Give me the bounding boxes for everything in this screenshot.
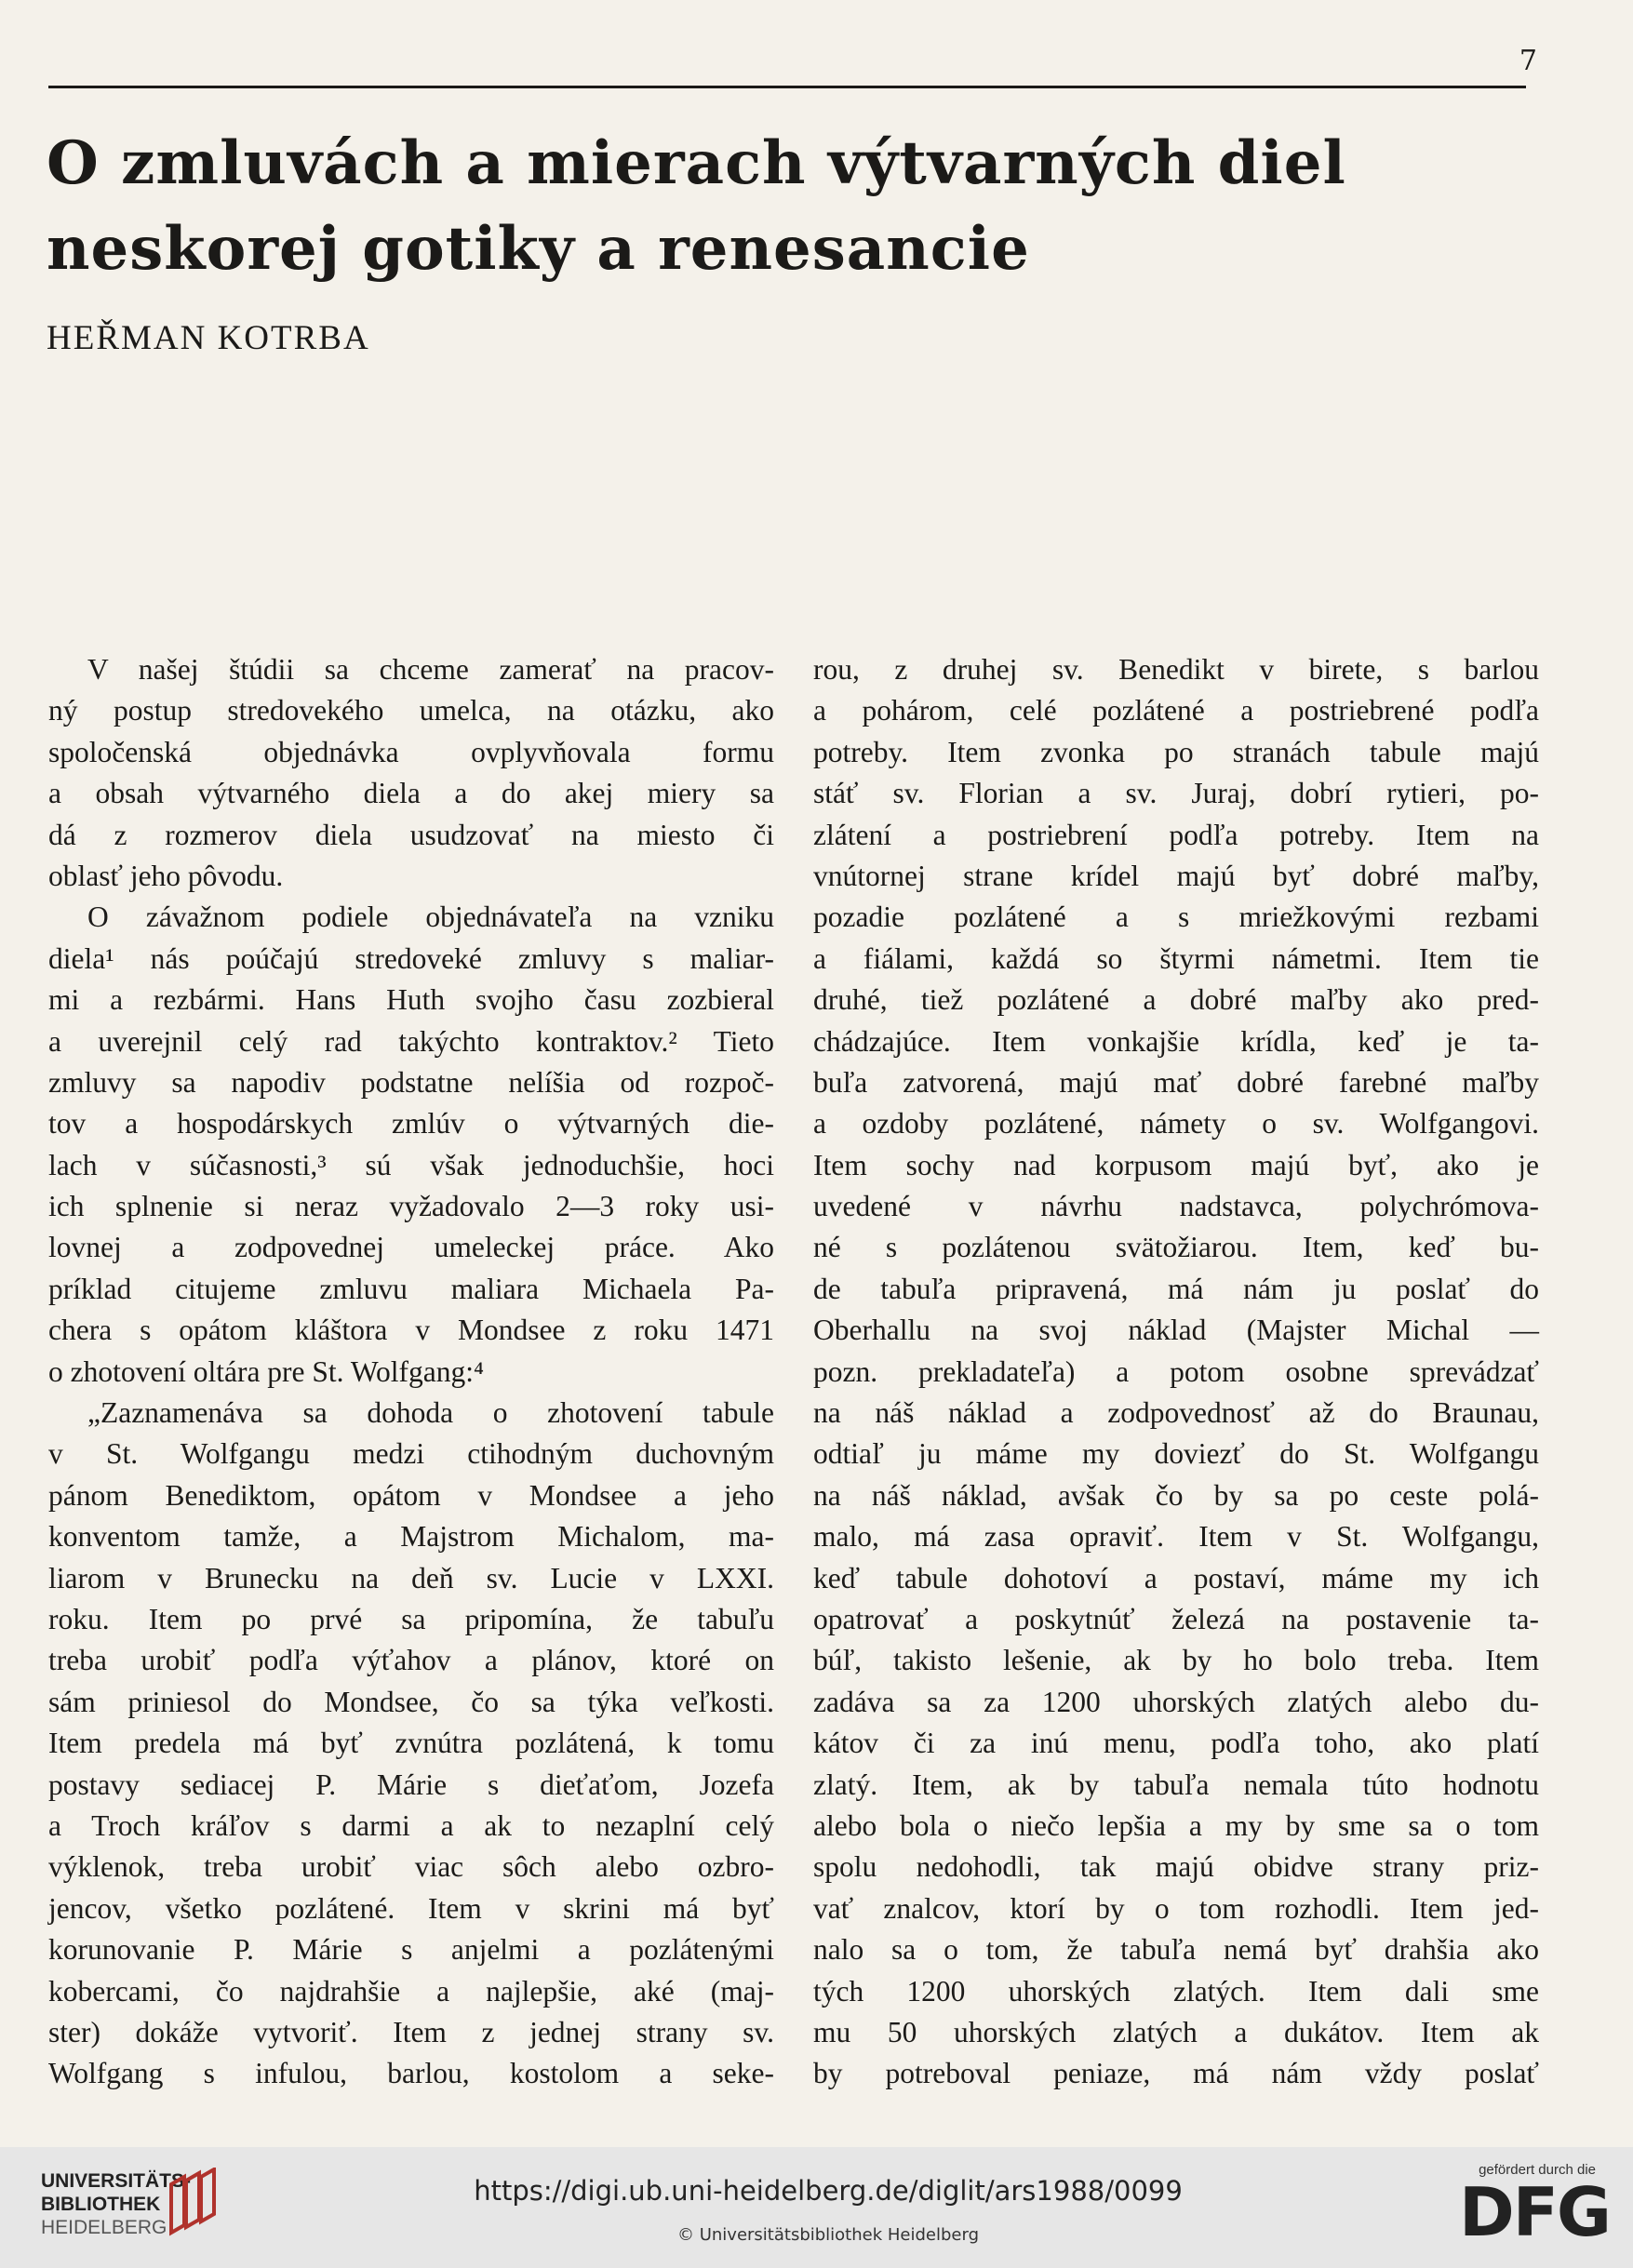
- library-name-line: HEIDELBERG: [41, 2217, 167, 2238]
- text-line: výklenok, treba urobiť viac sôch alebo ozbro-: [48, 1850, 774, 1884]
- text-line: búľ, takisto lešenie, ak by ho bolo treba. Item: [813, 1644, 1539, 1677]
- copyright-notice: © Universitätsbibliothek Heidelberg: [676, 2225, 979, 2245]
- text-column-right: [813, 649, 1539, 2095]
- text-line: ich splnenie si neraz vyžadovalo 2—3 roky usi-: [48, 1190, 774, 1223]
- title-line: O zmluvách a mierach výtvarných diel: [47, 128, 1346, 198]
- text-line: dá z rozmerov diela usudzovať na miesto či: [48, 818, 774, 851]
- text-line: kobercami, čo najdrahšie a najlepšie, aké (maj-: [48, 1974, 774, 2008]
- text-line: korunovanie P. Márie s anjelmi a pozlátenými: [48, 1933, 774, 1967]
- text-line: rou, z druhej sv. Benedikt v birete, s barlou: [813, 653, 1539, 686]
- text-line: o zhotovení oltára pre St. Wolfgang:⁴: [48, 1354, 485, 1388]
- permalink-url[interactable]: https://digi.ub.uni-heidelberg.de/diglit/ars1988/0099: [474, 2175, 1183, 2207]
- text-line: vať znalcov, ktorí by o tom rozhodli. Item jed-: [813, 1891, 1539, 1925]
- text-line: roku. Item po prvé sa pripomína, že tabuľu: [48, 1602, 774, 1635]
- text-line: mi a rezbármi. Hans Huth svojho času zozbieral: [48, 983, 774, 1017]
- library-name-line: BIBLIOTHEK: [41, 2194, 161, 2215]
- text-line: sám priniesol do Mondsee, čo sa týka veľkosti.: [48, 1685, 774, 1718]
- text-line: de tabuľa pripravená, má nám ju poslať do: [813, 1272, 1539, 1305]
- text-line: odtiaľ ju máme my doviezť do St. Wolfgangu: [813, 1437, 1539, 1471]
- text-line: pánom Benediktom, opátom v Mondsee a jeho: [48, 1478, 774, 1512]
- page-number: 7: [1519, 45, 1537, 77]
- library-emblem-icon: [166, 2168, 218, 2236]
- text-line: na náš náklad a zodpovednosť až do Braunau,: [813, 1396, 1539, 1430]
- text-line: zadáva sa za 1200 uhorských zlatých alebo du-: [813, 1685, 1539, 1718]
- text-line: a ozdoby pozlátené, námety o sv. Wolfgangovi.: [813, 1107, 1539, 1141]
- text-line: lovnej a zodpovednej umeleckej práce. Ako: [48, 1231, 774, 1264]
- text-column-left: [48, 649, 774, 2095]
- text-line: a fiálami, každá so štyrmi námetmi. Item tie: [813, 941, 1539, 975]
- text-line: kátov či za inú menu, podľa toho, ako platí: [813, 1727, 1539, 1760]
- text-line: chádzajúce. Item vonkajšie krídla, keď je ta-: [813, 1024, 1539, 1058]
- text-line: ster) dokáže vytvoriť. Item z jednej strany sv.: [48, 2015, 774, 2048]
- text-line: né s pozlátenou svätožiarou. Item, keď bu-: [813, 1231, 1539, 1264]
- text-line: na náš náklad, avšak čo by sa po ceste polá-: [813, 1478, 1539, 1512]
- text-line: lach v súčasnosti,³ sú však jednoduchšie, hoci: [48, 1148, 774, 1181]
- text-line: jencov, všetko pozlátené. Item v skrini má byť: [48, 1891, 774, 1925]
- text-line: by potreboval peniaze, má nám vždy poslať: [813, 2057, 1539, 2090]
- header-rule: [48, 86, 1526, 88]
- text-line: Wolfgang s infulou, barlou, kostolom a seke-: [48, 2057, 774, 2090]
- funding-note: gefördert durch die: [1479, 2162, 1596, 2178]
- text-line: potreby. Item zvonka po stranách tabule majú: [813, 735, 1539, 768]
- text-line: „Zaznamenáva sa dohoda o zhotovení tabule: [87, 1396, 774, 1430]
- text-line: nalo sa o tom, že tabuľa nemá byť drahšia ako: [813, 1933, 1539, 1967]
- text-line: oblasť jeho pôvodu.: [48, 859, 284, 892]
- text-line: tých 1200 uhorských zlatých. Item dali sme: [813, 1974, 1539, 2008]
- text-line: zmluvy sa napodiv podstatne nelíšia od rozpoč-: [48, 1065, 774, 1099]
- text-line: postavy sediacej P. Márie s dieťaťom, Jozefa: [48, 1768, 774, 1801]
- text-line: V našej štúdii sa chceme zamerať na pracov-: [87, 653, 774, 686]
- text-line: a obsah výtvarného diela a do akej miery sa: [48, 777, 774, 810]
- text-line: pozn. prekladateľa) a potom osobne sprevádzať: [813, 1354, 1539, 1388]
- title-line: neskorej gotiky a renesancie: [47, 214, 1030, 284]
- text-line: Item sochy nad korpusom majú byť, ako je: [813, 1148, 1539, 1181]
- text-line: a uverejnil celý rad takýchto kontraktov.² Tieto: [48, 1024, 774, 1058]
- text-line: tov a hospodárskych zmlúv o výtvarných die-: [48, 1107, 774, 1141]
- text-line: keď tabule dohotoví a postaví, máme my ich: [813, 1561, 1539, 1594]
- text-line: mu 50 uhorských zlatých a dukátov. Item ak: [813, 2015, 1539, 2048]
- text-line: a Troch kráľov s darmi a ak to nezaplní celý: [48, 1808, 774, 1842]
- text-line: chera s opátom kláštora v Mondsee z roku 1471: [48, 1314, 774, 1347]
- text-line: v St. Wolfgangu medzi ctihodným duchovným: [48, 1437, 774, 1471]
- dfg-logo[interactable]: DFG: [1458, 2173, 1610, 2251]
- text-line: zlátení a postriebrení podľa potreby. Item na: [813, 818, 1539, 851]
- text-line: vnútornej strane krídel majú byť dobré maľby,: [813, 859, 1539, 892]
- text-line: príklad citujeme zmluvu maliara Michaela Pa-: [48, 1272, 774, 1305]
- text-line: Oberhallu na svoj náklad (Majster Michal —: [813, 1314, 1539, 1347]
- text-line: zlatý. Item, ak by tabuľa nemala túto hodnotu: [813, 1768, 1539, 1801]
- text-line: diela¹ nás poúčajú stredoveké zmluvy s maliar-: [48, 941, 774, 975]
- text-line: opatrovať a poskytnúť železá na postavenie ta-: [813, 1602, 1539, 1635]
- text-line: Item predela má byť zvnútra pozlátená, k tomu: [48, 1727, 774, 1760]
- viewer-footer: [0, 2147, 1633, 2268]
- text-line: alebo bola o niečo lepšia a my by sme sa o tom: [813, 1808, 1539, 1842]
- text-line: ný postup stredovekého umelca, na otázku, ako: [48, 694, 774, 727]
- text-line: uvedené v návrhu nadstavca, polychrómova-: [813, 1190, 1539, 1223]
- text-line: druhé, tiež pozlátené a dobré maľby ako pred-: [813, 983, 1539, 1017]
- text-line: spolu nedohodli, tak majú obidve strany priz-: [813, 1850, 1539, 1884]
- text-line: konventom tamže, a Majstrom Michalom, ma-: [48, 1520, 774, 1554]
- article-title: [47, 121, 1535, 292]
- text-line: buľa zatvorená, majú mať dobré farebné maľby: [813, 1065, 1539, 1099]
- text-line: malo, má zasa opraviť. Item v St. Wolfgangu,: [813, 1520, 1539, 1554]
- text-line: treba urobiť podľa výťahov a plánov, ktoré on: [48, 1644, 774, 1677]
- text-line: spoločenská objednávka ovplyvňovala formu: [48, 735, 774, 768]
- text-line: stáť sv. Florian a sv. Juraj, dobrí rytieri, po-: [813, 777, 1539, 810]
- text-line: a pohárom, celé pozlátené a postriebrené podľa: [813, 694, 1539, 727]
- text-line: O závažnom podiele objednávateľa na vzniku: [87, 901, 774, 934]
- library-name-line: UNIVERSITÄTS-: [41, 2170, 192, 2192]
- text-line: pozadie pozlátené a s mriežkovými rezbami: [813, 901, 1539, 934]
- author-name: HEŘMAN KOTRBA: [47, 319, 370, 357]
- text-line: liarom v Brunecku na deň sv. Lucie v LXXI.: [48, 1561, 774, 1594]
